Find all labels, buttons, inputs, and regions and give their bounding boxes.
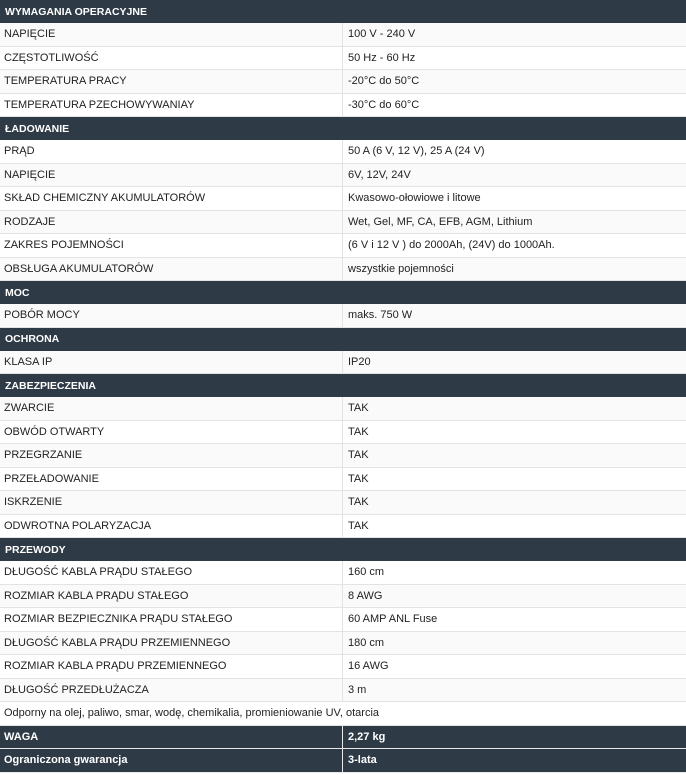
warranty-value: 3-lata bbox=[348, 754, 377, 767]
row-value: IP20 bbox=[348, 355, 371, 368]
table-row bbox=[0, 164, 686, 188]
table-row bbox=[0, 351, 686, 375]
row-value: 16 AWG bbox=[348, 660, 389, 673]
resistance-note: Odporny na olej, paliwo, smar, wodę, chemikalia, promieniowanie UV, otarcia bbox=[4, 707, 380, 720]
section-header-power bbox=[0, 281, 686, 304]
row-value: 60 AMP ANL Fuse bbox=[348, 613, 438, 626]
table-row bbox=[0, 561, 686, 585]
row-value: 100 V - 240 V bbox=[348, 28, 416, 41]
row-value: 50 Hz - 60 Hz bbox=[348, 51, 416, 64]
table-row bbox=[0, 304, 686, 328]
table-row bbox=[0, 679, 686, 703]
row-value: -30°C do 60°C bbox=[348, 98, 420, 111]
table-row bbox=[0, 258, 686, 282]
row-value: 3 m bbox=[348, 683, 367, 696]
row-label: TEMPERATURA PRACY bbox=[0, 70, 343, 93]
row-value: 160 cm bbox=[348, 566, 385, 579]
row-label: ZWARCIE bbox=[0, 397, 343, 420]
row-label: OBSŁUGA AKUMULATORÓW bbox=[0, 258, 343, 281]
section-title: MOC bbox=[5, 286, 30, 299]
table-row bbox=[0, 585, 686, 609]
row-label: ISKRZENIE bbox=[0, 491, 343, 514]
row-value: TAK bbox=[348, 519, 369, 532]
row-value: 180 cm bbox=[348, 636, 385, 649]
row-label: CZĘSTOTLIWOŚĆ bbox=[0, 47, 343, 70]
row-label: PRZEGRZANIE bbox=[0, 444, 343, 467]
row-value: 50 A (6 V, 12 V), 25 A (24 V) bbox=[348, 145, 485, 158]
row-value: Wet, Gel, MF, CA, EFB, AGM, Lithium bbox=[348, 215, 533, 228]
table-row bbox=[0, 234, 686, 258]
row-value: TAK bbox=[348, 496, 369, 509]
table-row bbox=[0, 421, 686, 445]
table-row bbox=[0, 515, 686, 539]
section-header-protection-class bbox=[0, 328, 686, 351]
warranty-label: Ograniczona gwarancja bbox=[0, 749, 343, 772]
weight-value: 2,27 kg bbox=[348, 730, 386, 743]
row-value: -20°C do 50°C bbox=[348, 75, 420, 88]
section-header-operational bbox=[0, 0, 686, 23]
section-header-charging bbox=[0, 117, 686, 140]
section-title: WYMAGANIA OPERACYJNE bbox=[5, 5, 147, 18]
row-value: 6V, 12V, 24V bbox=[348, 168, 411, 181]
row-value: (6 V i 12 V ) do 2000Ah, (24V) do 1000Ah. bbox=[348, 239, 555, 252]
row-label: OBWÓD OTWARTY bbox=[0, 421, 343, 444]
row-label: DŁUGOŚĆ KABLA PRĄDU PRZEMIENNEGO bbox=[0, 632, 343, 655]
row-label: ROZMIAR KABLA PRĄDU PRZEMIENNEGO bbox=[0, 655, 343, 678]
section-title: OCHRONA bbox=[5, 333, 60, 345]
row-label: POBÓR MOCY bbox=[0, 304, 343, 327]
row-value: Kwasowo-ołowiowe i litowe bbox=[348, 192, 481, 205]
row-label: RODZAJE bbox=[0, 211, 343, 234]
table-row bbox=[0, 187, 686, 211]
table-row bbox=[0, 468, 686, 492]
row-label: TEMPERATURA PZECHOWYWANIAY bbox=[0, 94, 343, 117]
table-row bbox=[0, 444, 686, 468]
table-row bbox=[0, 397, 686, 421]
section-title: PRZEWODY bbox=[5, 543, 66, 556]
row-label: ROZMIAR KABLA PRĄDU STAŁEGO bbox=[0, 585, 343, 608]
table-row bbox=[0, 491, 686, 515]
row-label: ZAKRES POJEMNOŚCI bbox=[0, 234, 343, 257]
section-header-cables bbox=[0, 538, 686, 561]
table-row bbox=[0, 608, 686, 632]
row-label: ROZMIAR BEZPIECZNIKA PRĄDU STAŁEGO bbox=[0, 608, 343, 631]
weight-label: WAGA bbox=[0, 726, 343, 749]
table-row bbox=[0, 632, 686, 656]
row-label: NAPIĘCIE bbox=[0, 23, 343, 46]
table-row bbox=[0, 655, 686, 679]
table-row bbox=[0, 211, 686, 235]
row-label: PRZEŁADOWANIE bbox=[0, 468, 343, 491]
row-value: TAK bbox=[348, 472, 369, 485]
section-title: ŁADOWANIE bbox=[5, 122, 70, 135]
row-value: TAK bbox=[348, 402, 369, 415]
table-row bbox=[0, 23, 686, 47]
row-label: PRĄD bbox=[0, 140, 343, 163]
resistance-note-row bbox=[0, 702, 686, 726]
row-value: 8 AWG bbox=[348, 589, 383, 602]
row-label: ODWROTNA POLARYZACJA bbox=[0, 515, 343, 538]
row-value: wszystkie pojemności bbox=[348, 262, 454, 275]
row-label: NAPIĘCIE bbox=[0, 164, 343, 187]
weight-row bbox=[0, 726, 686, 750]
table-row bbox=[0, 70, 686, 94]
section-title: ZABEZPIECZENIA bbox=[5, 379, 97, 392]
row-label: DŁUGOŚĆ KABLA PRĄDU STAŁEGO bbox=[0, 561, 343, 584]
row-label: KLASA IP bbox=[0, 351, 343, 374]
row-value: TAK bbox=[348, 425, 369, 438]
row-value: TAK bbox=[348, 449, 369, 462]
row-label: SKŁAD CHEMICZNY AKUMULATORÓW bbox=[0, 187, 343, 210]
table-row bbox=[0, 47, 686, 71]
warranty-row bbox=[0, 749, 686, 773]
table-row bbox=[0, 140, 686, 164]
table-row bbox=[0, 94, 686, 118]
section-header-safeguards bbox=[0, 374, 686, 397]
row-label: DŁUGOŚĆ PRZEDŁUŻACZA bbox=[0, 679, 343, 702]
row-value: maks. 750 W bbox=[348, 309, 413, 322]
